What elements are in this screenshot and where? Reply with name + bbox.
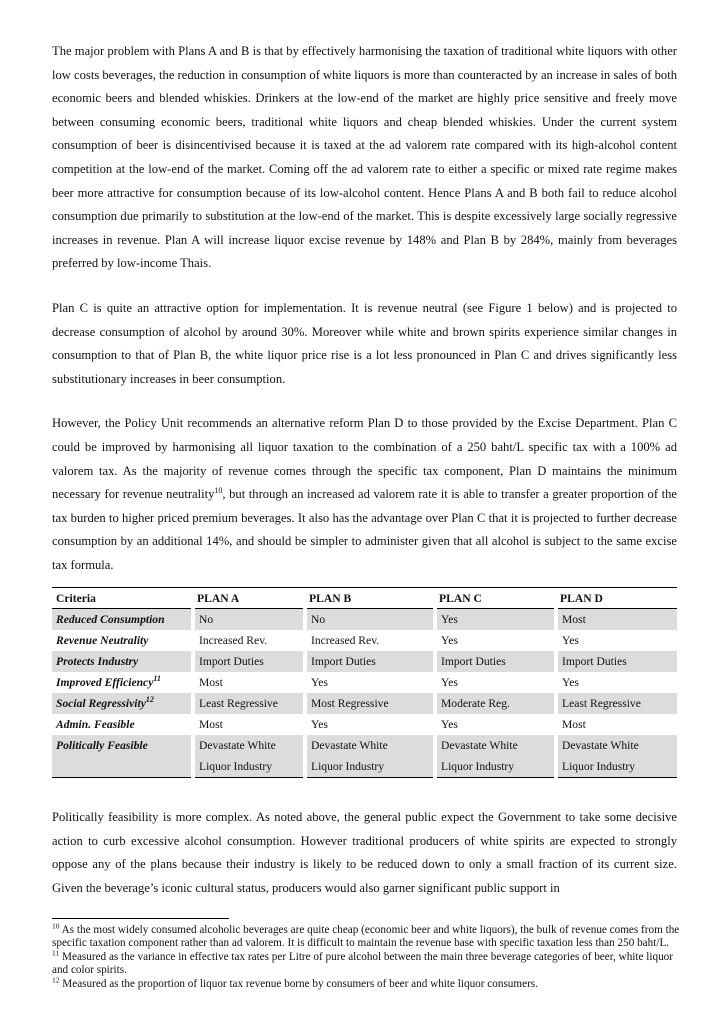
table-cell: Yes [305, 714, 435, 735]
table-cell: Yes [556, 672, 677, 693]
header-plan-a: PLAN A [193, 588, 305, 609]
document-body [52, 40, 677, 577]
table-cell: Yes [435, 714, 556, 735]
table-row [52, 735, 677, 778]
footnote-ref-12: 12 [145, 695, 154, 705]
table-row [52, 714, 677, 735]
table-cell: Yes [556, 630, 677, 651]
criteria-table [52, 587, 677, 778]
paragraph-plans-a-b: The major problem with Plans A and B is that by effectively harmonising the taxation of traditional white liquors with other low costs beverages, the reduction in consumption of white liquors is more than counteracted by an increase in sales of both economic beers and blended whiskies. Drinkers at the low-end of the market are highly price sensitive and freely move between consuming economic beers, traditional white liquors and cheap blended whiskies. Under the current system consumption of beer is disincentivised because it is taxed at the ad valorem rate compared with its high-alcohol content competition at the low-end of the market. Coming off the ad valorem rate to either a specific or mixed rate regime makes beer more attractive for consumption because of its low-alcohol content. Hence Plans A and B both fail to reduce alcohol consumption due primarily to substitution at the low-end of the market. This is despite excessively large socially regressive increases in revenue. Plan A will increase liquor excise revenue by 148% and Plan B by 284%, mainly from beverages preferred by low-income Thais. [52, 44, 677, 271]
footnote-11 [52, 948, 682, 978]
footnotes [52, 921, 682, 991]
table-cell: Import Duties [305, 651, 435, 672]
table-row [52, 672, 677, 693]
cell-line: Devastate White [441, 739, 518, 752]
table-cell [193, 735, 305, 778]
table-cell: Most [556, 609, 677, 631]
row-label-text: Improved Efficiency [56, 676, 154, 689]
row-label: Revenue Neutrality [56, 634, 149, 647]
table-cell: Import Duties [556, 651, 677, 672]
row-label [52, 672, 193, 693]
table-cell: Increased Rev. [193, 630, 305, 651]
footnote-number: 10 [52, 921, 60, 931]
cell-line: Devastate White [199, 739, 276, 752]
header-criteria: Criteria [52, 588, 193, 609]
table-cell: Yes [435, 630, 556, 651]
paragraph-plan-d [52, 412, 677, 577]
row-label: Politically Feasible [52, 735, 193, 778]
header-plan-b: PLAN B [305, 588, 435, 609]
table-cell: Most Regressive [305, 693, 435, 714]
table-cell: No [305, 609, 435, 631]
footnote-divider [52, 918, 229, 919]
paragraph-plan-d-before: However, the Policy Unit recommends an alternative reform Plan D to those provided by the Excise Department. Plan C could be improved by harmonising all liquor taxation to the combination of a 250 baht/L specific tax with a 100% ad valorem tax. As the majority of revenue comes through the specific tax component, Plan D maintains the minimum necessary for revenue neutrality [52, 416, 677, 502]
table-cell: Least Regressive [193, 693, 305, 714]
table-row [52, 609, 677, 631]
table-cell: Moderate Reg. [435, 693, 556, 714]
paragraph-plan-c: Plan C is quite an attractive option for implementation. It is revenue neutral (see Figure 1 below) and is projected to decrease consumption of alcohol by around 30%. Moreover while white and brown spirits experience similar changes in consumption to that of Plan B, the white liquor price rise is a lot less pronounced in Plan C and drives significantly less substitutionary increases in beer consumption. [52, 300, 677, 386]
table-cell [435, 735, 556, 778]
paragraph-political-feasibility: Politically feasibility is more complex. As noted above, the general public expect the Government to take some decisive action to curb excessive alcohol consumption. However traditional producers of white spirits are expected to strongly oppose any of the plans because their industry is likely to be reduced down to only a small fraction of its current size. Given the beverage’s iconic cultural status, producers would also garner significant public support in [52, 810, 677, 895]
row-label: Admin. Feasible [56, 718, 135, 731]
table-cell: Increased Rev. [305, 630, 435, 651]
footnote-ref-10: 10 [214, 485, 223, 495]
table-row [52, 630, 677, 651]
table-cell: Yes [435, 672, 556, 693]
header-plan-c: PLAN C [435, 588, 556, 609]
table-cell: Yes [305, 672, 435, 693]
cell-line: Liquor Industry [311, 760, 385, 773]
row-label: Protects Industry [52, 651, 193, 672]
footnote-number: 11 [52, 948, 60, 958]
table-cell: Import Duties [193, 651, 305, 672]
cell-line: Liquor Industry [562, 760, 636, 773]
cell-line: Devastate White [562, 739, 639, 752]
table-cell [305, 735, 435, 778]
footnote-ref-11: 11 [153, 674, 161, 684]
cell-line: Liquor Industry [441, 760, 515, 773]
footnote-number: 12 [52, 974, 60, 984]
footnote-12 [52, 974, 682, 991]
table-cell: Import Duties [435, 651, 556, 672]
table-cell: Most [556, 714, 677, 735]
table-row [52, 651, 677, 672]
footnote-text: Measured as the proportion of liquor tax revenue borne by consumers of beer and white liquor consumers. [59, 977, 538, 990]
table-cell: Least Regressive [556, 693, 677, 714]
table-cell: Most [193, 672, 305, 693]
cell-line: Liquor Industry [199, 760, 273, 773]
table-cell: Most [193, 714, 305, 735]
footnote-text: Measured as the variance in effective tax rates per Litre of pure alcohol between the main three beverage categories of beer, white liquor and color spirits. [52, 950, 673, 977]
table-cell: No [193, 609, 305, 631]
footnote-text: As the most widely consumed alcoholic beverages are quite cheap (economic beer and white liquors), the bulk of revenue comes from the specific taxation component rather than ad valorem. It is difficult to maintain the revenue base with specific taxation less than 250 baht/L. [52, 924, 680, 950]
row-label [52, 693, 193, 714]
table-row [52, 693, 677, 714]
table-cell: Yes [435, 609, 556, 631]
criteria-header-row [52, 588, 677, 609]
row-label: Reduced Consumption [52, 609, 193, 631]
header-plan-d: PLAN D [556, 588, 677, 609]
cell-line: Devastate White [311, 739, 388, 752]
table-cell [556, 735, 677, 778]
paragraph-plan-d-after: , but through an increased ad valorem rate it is able to transfer a greater proportion of the tax burden to higher priced premium beverages. It also has the advantage over Plan C that it is projected to further decrease consumption by an additional 14%, and should be simpler to administer given that all alcohol is subject to the same excise tax formula. [52, 487, 677, 572]
row-label-text: Social Regressivity [56, 697, 146, 710]
footnote-10 [52, 921, 682, 951]
